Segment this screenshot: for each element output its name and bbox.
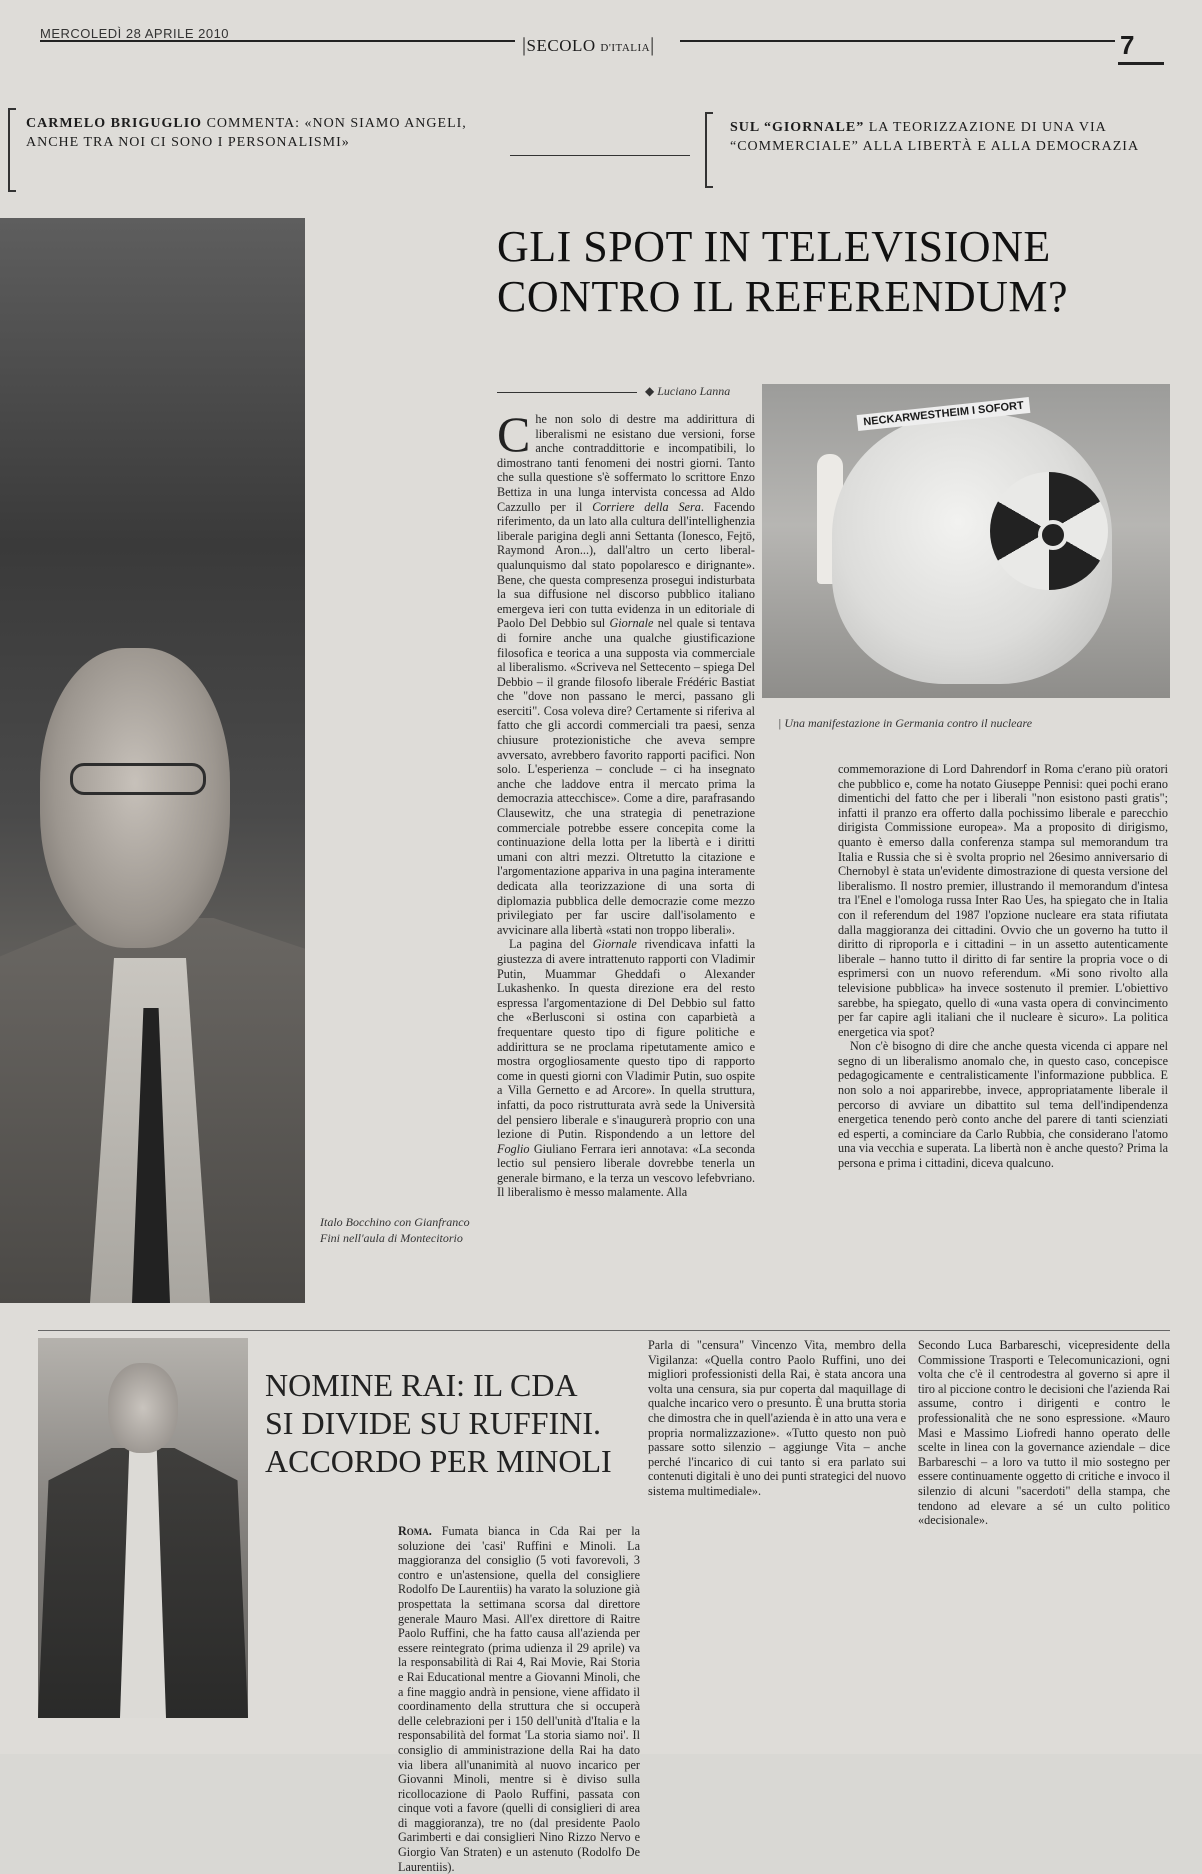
dropcap: C xyxy=(497,406,531,462)
main-headline: GLI SPOT IN TELEVISIONE CONTRO IL REFERENDUM? xyxy=(497,222,1069,321)
photo-bocchino-fini xyxy=(0,218,305,1303)
page-number-underline xyxy=(1118,62,1164,65)
kicker-left-bracket xyxy=(8,108,16,192)
second-story-col1: Roma. Fumata bianca in Cda Rai per la soluzione dei 'casi' Ruffini e Minoli. La maggioranza del consiglio (5 voti favorevoli, 3 contro e un'astensione, quella del consigliere Rodolfo De Laurentiis) ha varato la soluzione già prospettata la settimana scorsa dal direttore generale Mauro Masi. All'ex direttore di Raitre Paolo Ruffini, che ha fatto causa all'azienda per essere reintegrato (prima udienza il 29 aprile) va la responsabilità di Rai 4, Rai Movie, Rai Storia e Rai Educational mentre a Giovanni Minoli, che a fine maggio andrà in pensione, viene affidato il coordinamento della struttura che si occuperà delle celebrazioni per i 150 dell'unità d'Italia e la responsabilità del format 'La storia siamo noi'. Il consiglio di amministrazione della Rai ha dato via libera all'unanimità al nuovo incarico per Giovanni Minoli, mentre si è diviso sulla ricollocazione di Paolo Ruffini, passata con cinque voti a favore (quelli di consiglieri di area di maggioranza), tre no (dal presidente Paolo Garimberti e dai consiglieri Nino Rizzo Nervo e Giorgio Van Straten) e un astenuto (Rodolfo De Laurentiis). xyxy=(398,1524,640,1874)
masthead-rule-right xyxy=(680,40,1115,42)
byline: ◆ Luciano Lanna xyxy=(645,384,731,398)
second-headline: NOMINE RAI: IL CDA SI DIVIDE SU RUFFINI. ACCORDO PER MINOLI xyxy=(265,1367,612,1479)
main-story-col2: commemorazione di Lord Dahrendorf in Roma c'erano più oratori che pubblico e, come ha notato Giuseppe Pennisi: quei pochi erano dimentichi del fatto che per i liberali "non esistono pasti gratis"; infatti il pranzo era offerto dalla pochissimo liberale e parecchio dirigista Commissione europea». Ma a proposito di dirigismo, quanto è emerso dalla conferenza stampa sul memorandum tra Italia e Russia che si è svolta proprio nel 26esimo anniversario di Chernobyl è stata un'evidente dimostrazione di questa versione del liberalismo. Il nostro premier, illustrando il memorandum d'intesa tra l'Enel e l'omologa russa Inter Rao Ues, ha spiegato che in Italia con il referendum del 1987 l'opzione nucleare era stata rifiutata dalla maggioranza dei cittadini. Ovvio che un governo ha tutto il diritto di riproporla e i cittadini – in un assetto autenticamente liberale – hanno tutto il diritto di far sentire la propria voce o di esprimersi con un nuovo referendum. «Mi sono rivolto alla televisione pubblica» ha invece sostenuto il premier. L'obiettivo sarebbe, ha spiegato, quello di «una vasta opera di convincimento per far capire agli italiani che il nucleare è sicuro». La politica energetica via spot? Non c'è bisogno di dire che anche questa vicenda ci appare nel segno di un liberalismo anomalo che, in questo caso, concepisce pedagogicamente e centralisticamente l'informazione pubblica. E non solo a noi apparirebbe, invece, appropriatamente liberale il percorso di avviare un dibattito sul tema dell'indipendenza energetica tenendo però conto anche del parere di tanti scienziati ed esperti, a cominciare da Carlo Rubbia, che considerano l'atomo una via vecchia e superata. La libertà non è anche questo? Prima la persona e prima i cittadini, diceva qualcuno. xyxy=(838,762,1168,1171)
kicker-right-bracket xyxy=(705,112,713,188)
masthead-title: |SECOLO D'ITALIA| xyxy=(522,34,655,56)
second-story-col3: Secondo Luca Barbareschi, vicepresidente della Commissione Trasporti e Telecomunicazioni, ogni volta che c'è il centrodestra al governo si apre il tiro al piccione contro le decisioni che l'azienda Rai assume, contro i dirigenti e contro le professionalità che ne sono espressione. «Mauro Masi e Massimo Liofredi hanno operato delle scelte in linea con la governance aziendale – dice Barbareschi – a loro va tutto il mio sostegno per essere continuamente oggetto di critiche e invoco il silenzio di alcuni "sacerdoti" della stampa, che tendono ad elevare a sé un culto politico «decisionale». xyxy=(918,1338,1170,1528)
photo-minoli xyxy=(38,1338,248,1718)
byline-rule xyxy=(497,392,637,393)
second-story-col2: Parla di "censura" Vincenzo Vita, membro della Vigilanza: «Quella contro Paolo Ruffini, uno dei migliori professionisti della Rai, è stata ancora una volta una censura, sia pur coperta dal maquillage di qualche incarico vero o presunto. È una brutta storia che dimostra che in quell'azienda è in atto una vera e propria normalizzazione». «Tutto questo non può passare sotto silenzio – aggiunge Vita – anche perché l'incarico di cui tanto si era parlato sui contenuti digitali è uno dei punti strategici del nuovo sistema multimediale». xyxy=(648,1338,906,1498)
page-number: 7 xyxy=(1120,30,1135,60)
masthead-rule-left xyxy=(40,40,515,42)
photo-nuclear-protest xyxy=(762,384,1170,698)
kicker-left: CARMELO BRIGUGLIO COMMENTA: «NON SIAMO ANGELI, ANCHE TRA NOI CI SONO I PERSONALISMI» xyxy=(26,116,467,150)
issue-date: MERCOLEDÌ 28 APRILE 2010 xyxy=(40,26,230,41)
protest-sign: NECKARWESTHEIM I SOFORT xyxy=(857,397,1031,431)
main-photo-caption: Italo Bocchino con Gianfranco Fini nell'aula di Montecitorio xyxy=(320,1215,470,1245)
main-story-col1: Che non solo di destre ma addirittura di liberalismi ne esistano due versioni, forse anche contraddittorie e incompatibili, lo dimostrano tanti fenomeni dei nostri giorni. Tanto che sulla questione s'è soffermato lo scrittore Enzo Bettiza in una lunga intervista concessa ad Aldo Cazzullo per il Corriere della Sera. Facendo riferimento, da un lato alla cultura dell'intellighenzia liberale parigina degli anni Settanta (Ionesco, Fejtö, Raymond Aron...), dall'altro un certo liberal-qualunquismo dal stato popolaresco e dirignante». Bene, che questa compresenza prosegui indisturbata la sua diffusione nel discorso pubblico italiano emergeva ieri con tutta evidenza in un editoriale di Paolo Del Debbio sul Giornale nel quale si tentava di fornire anche una qualche giustificazione filosofica e teorica a una supposta via commerciale al liberalismo. «Scriveva nel Settecento – spiega Del Debbio – il grande filosofo liberale Frédéric Bastiat che "dove non passano le merci, passano gli eserciti". Cosa voleva dire? Certamente si riferiva al fatto che gli accordi commerciali tra paesi, senza chiusure protezionistiche che aveva sempre avversato, avrebbero favorito rapporti pacifici. Non solo. L'esperienza – conclude – ci ha insegnato anche che laddove entra il mercato prima la democrazia attecchisce». Come a dire, parafrasando Clausewitz, che una strategia di penetrazione commerciale potrebbe essere concepita come la continuazione della lotta per la libertà e i diritti umani con altri mezzi. Oltretutto la citazione e l'argomentazione appariva in una pagina interamente dedicata alla teorizzazione di una sorta di diplomazia pubblica delle democrazie come mezzo privilegiato per far uscire dall'isolamento e avvicinare alla libertà «stati non troppo liberali». La pagina del Giornale rivendicava infatti la giustezza di avere intrattenuto rapporti con Vladimir Putin, Muammar Gheddafi o Alexander Lukashenko. In questa direzione era del resto espressa l'argomentazione di Del Debbio sul fatto che «Berlusconi si ostina con caparbietà a frequentare questo tipo di figure politiche e addirittura se ne proclama ripetutamente amico e mostra orgogliosamente questo tipo di rapporto come in questi giorni con Vladimir Putin, suo ospite a Villa Gernetto e ad Arcore». In quella struttura, infatti, da poco ristrutturata avrà sede la Università del pensiero liberale e s'inaugurerà proprio con una lezione di Putin. Rispondendo a un lettore del Foglio Giuliano Ferrara ieri annotava: «La seconda lectio sul pensiero liberale dovrebbe tenerla un generale birmano, e la terza un vescovo lefebvriano. Il liberalismo è messo malamente. Alla xyxy=(497,406,756,1200)
kicker-divider xyxy=(510,155,690,156)
kicker-right: SUL “GIORNALE” LA TEORIZZAZIONE DI UNA VIA “COMMERCIALE” ALLA LIBERTÀ E ALLA DEMOCRAZIA xyxy=(730,120,1140,154)
nuke-photo-caption: | Una manifestazione in Germania contro il nucleare xyxy=(778,716,1033,730)
section-divider xyxy=(38,1330,1170,1331)
